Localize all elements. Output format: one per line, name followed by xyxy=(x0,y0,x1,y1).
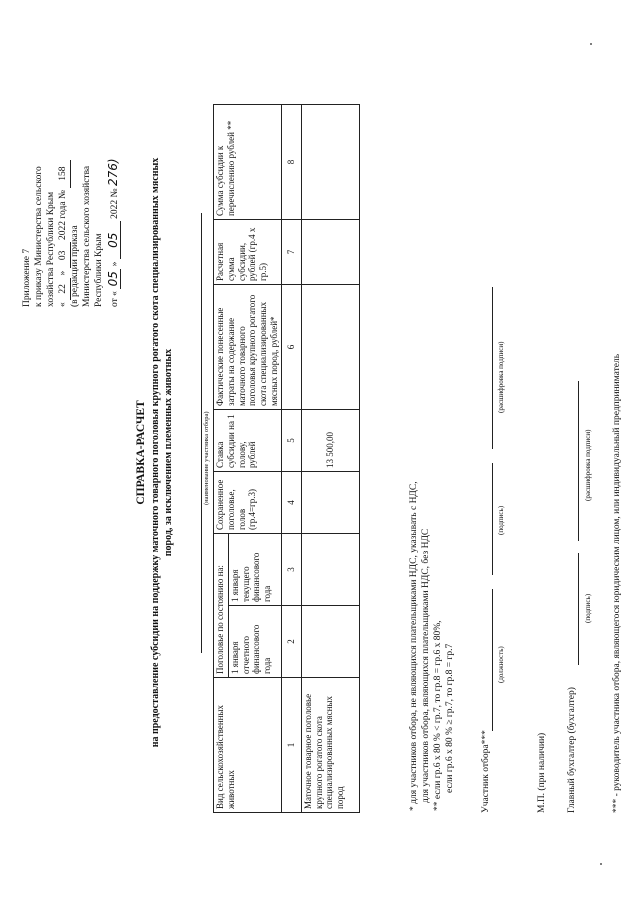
decoding-caption: (расшифровка подписи) xyxy=(497,341,505,413)
participant-label: Участник отбора*** xyxy=(481,730,491,813)
revision-number: 276) xyxy=(106,158,120,187)
appendix-line-7: Республики Крым xyxy=(94,233,104,307)
header-estimated-subsidy: Расчетная сумма субсидии, рублей (гр.4 х гр.5) xyxy=(214,219,282,284)
appendix-line-1: Приложение 7 xyxy=(22,248,32,307)
position-line xyxy=(492,589,493,731)
header-jan1-current-year: 1 января текущего финансового года xyxy=(228,533,281,605)
header-actual-costs: Фактические понесенные затраты на содержание маточного товарного поголовья крупного рогатого скота специализированных мясных пород, рублей* xyxy=(214,284,282,409)
accountant-label: Главный бухгалтер (бухгалтер) xyxy=(567,687,577,813)
column-number: 1 xyxy=(281,678,301,813)
order-day: 22 xyxy=(58,278,71,300)
column-number: 7 xyxy=(281,219,301,284)
row-jan1-current-year xyxy=(301,533,359,605)
accountant-decoding-caption: (расшифровка подписи) xyxy=(584,429,592,501)
calculation-table xyxy=(213,104,360,813)
column-number: 3 xyxy=(281,533,301,605)
footnote-3: *** - руководитель участника отбора, являющегося юридическим лицом, или индивидуальный предприниматель xyxy=(612,353,622,813)
appendix-line-3: хозяйства Республики Крым xyxy=(46,191,56,307)
revision-month: 05 xyxy=(108,221,121,259)
scan-speck xyxy=(590,43,592,45)
participant-name-caption: (наименование участника отбора) xyxy=(203,411,210,505)
row-estimated-subsidy xyxy=(301,219,359,284)
document-title: СПРАВКА-РАСЧЕТ xyxy=(135,400,147,505)
accountant-decoding-line xyxy=(578,381,579,541)
table-header-row xyxy=(214,104,229,812)
appendix-line-2: к приказу Министерства сельского xyxy=(34,166,44,307)
revision-year: 2022 № xyxy=(110,188,120,219)
appendix-line-8: от « 05 » 05 2022 № 276) xyxy=(106,158,120,307)
column-number: 4 xyxy=(281,471,301,533)
row-animal-type: Маточное товарное поголовье крупного рогатого скота специализированных мясных пород xyxy=(301,678,359,813)
footnote-2a: ** если гр.6 х 80 % < гр.7, то гр.8 = гр.6 х 80%, xyxy=(433,620,443,811)
column-number: 8 xyxy=(281,104,301,219)
document-subtitle-1: на предоставление субсидии на поддержку маточного товарного поголовья крупного рогатого скота специализированных мясных xyxy=(150,157,161,748)
row-actual-costs xyxy=(301,284,359,409)
header-saved-livestock: Сохраненное поголовье, голов (гр.4=гр.3) xyxy=(214,471,282,533)
appendix-line-6: Министерства сельского хозяйства xyxy=(82,165,92,307)
header-livestock-group: Поголовье по состоянию на: xyxy=(214,533,229,677)
table-column-numbers-row xyxy=(281,104,301,812)
document-subtitle-2: пород, за исключением племенных животных xyxy=(163,348,174,557)
row-jan1-reporting-year xyxy=(301,606,359,678)
order-month: 03 xyxy=(58,242,71,268)
header-jan1-reporting-year: 1 января отчетного финансового года xyxy=(228,606,281,678)
appendix-line-4: « 22 » 03 2022 года № 158 xyxy=(58,160,71,307)
footnote-1a: * для участников отбора, не являющихся плательщиками НДС, указывать с НДС, xyxy=(409,481,419,811)
header-subsidy-rate: Ставка субсидии на 1 голову, рублей xyxy=(214,409,282,471)
order-year: 2022 года № xyxy=(58,189,68,240)
scan-speck xyxy=(600,863,602,865)
row-saved-livestock xyxy=(301,471,359,533)
column-number: 5 xyxy=(281,409,301,471)
footnote-2b: если гр.6 х 80 % ≥ гр.7, то гр.8 = гр.7 xyxy=(445,643,455,793)
accountant-signature-line xyxy=(578,553,579,665)
decoding-line xyxy=(492,287,493,449)
column-number: 6 xyxy=(281,284,301,409)
signature-line xyxy=(492,463,493,575)
row-subsidy-transfer xyxy=(301,104,359,219)
revision-day: 05 xyxy=(108,269,121,289)
signature-caption: (подпись) xyxy=(497,505,505,535)
row-subsidy-rate: 13 500,00 xyxy=(301,409,359,471)
participant-name-line xyxy=(201,213,202,653)
table-row xyxy=(301,104,359,812)
footnote-1b: для участников отбора, являющихся плательщиками НДС, без НДС xyxy=(421,528,431,803)
header-subsidy-transfer: Сумма субсидии к перечислению рублей ** xyxy=(214,104,282,219)
accountant-signature-caption: (подпись) xyxy=(584,593,592,623)
stamp-place-label: М.П. (при наличии) xyxy=(537,732,547,813)
position-caption: (должность) xyxy=(497,646,505,683)
column-number: 2 xyxy=(281,606,301,678)
header-animal-type: Вид сельскохозяйственных животных xyxy=(214,678,282,813)
order-number: 158 xyxy=(58,160,71,188)
appendix-line-5: (в редакции приказа xyxy=(70,225,80,307)
